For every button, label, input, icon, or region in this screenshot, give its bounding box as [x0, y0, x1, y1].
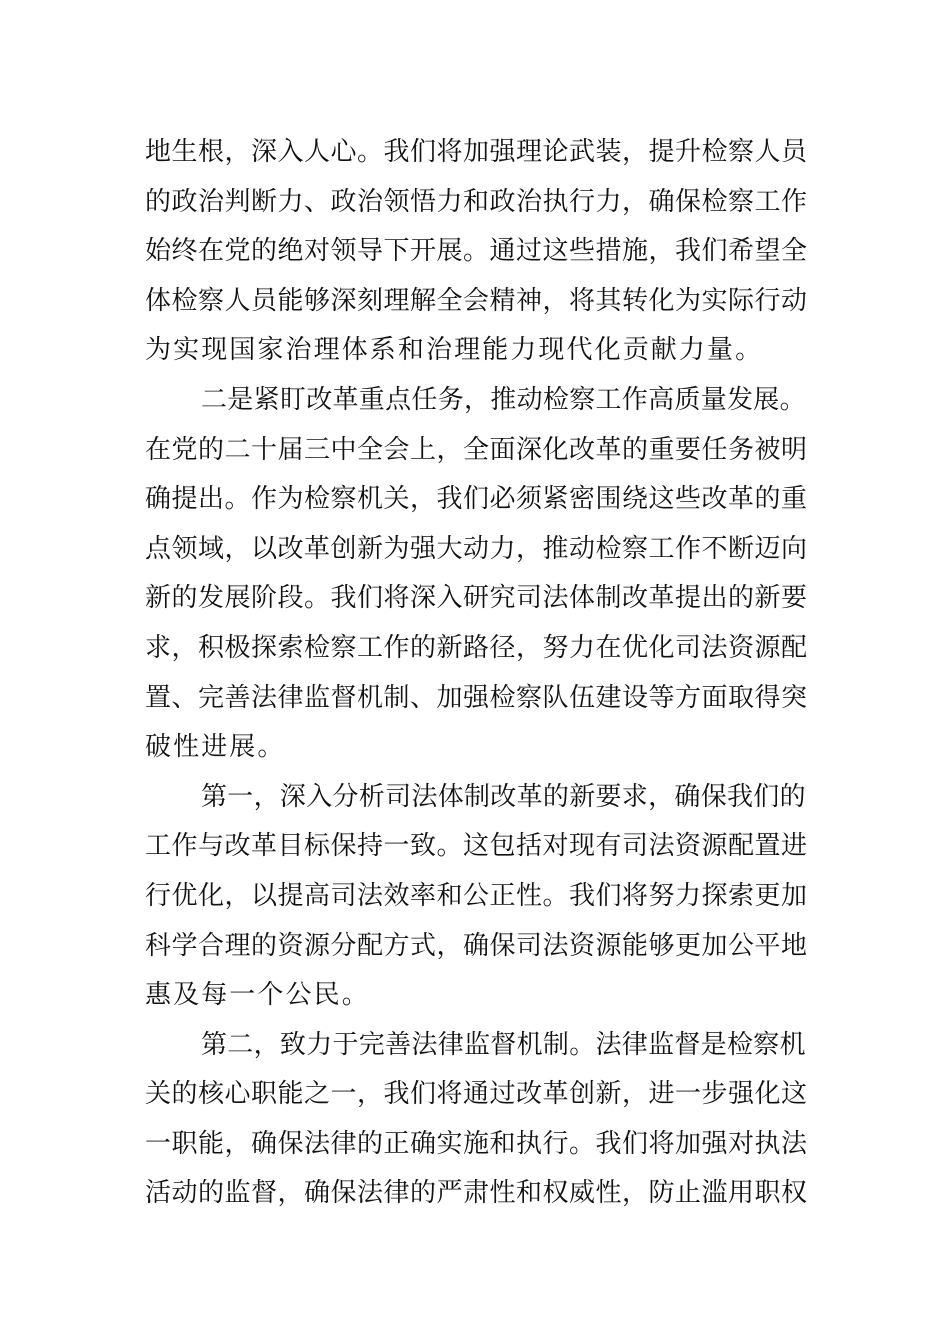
text-line: 关的核心职能之一，我们将通过改革创新，进一步强化这 [145, 1079, 808, 1110]
text-line: 科学合理的资源分配方式，确保司法资源能够更加公平地 [145, 930, 808, 961]
text-line: 确提出。作为检察机关，我们必须紧密围绕这些改革的重 [145, 484, 808, 515]
paragraph-start-line: 第一，深入分析司法体制改革的新要求，确保我们的 [201, 781, 806, 812]
text-line: 一职能，确保法律的正确实施和执行。我们将加强对执法 [145, 1128, 808, 1159]
text-line: 惠及每一个公民。 [145, 980, 370, 1011]
text-line: 体检察人员能够深刻理解全会精神，将其转化为实际行动 [145, 285, 808, 316]
text-line: 行优化，以提高司法效率和公正性。我们将努力探索更加 [145, 880, 808, 911]
text-line: 在党的二十届三中全会上，全面深化改革的重要任务被明 [145, 434, 808, 465]
text-line: 新的发展阶段。我们将深入研究司法体制改革提出的新要 [145, 583, 808, 614]
text-line: 地生根，深入人心。我们将加强理论武装，提升检察人员 [145, 137, 808, 167]
text-line: 活动的监督，确保法律的严肃性和权威性，防止滥用职权 [145, 1178, 808, 1209]
paragraph-start-line: 第二，致力于完善法律监督机制。法律监督是检察机 [201, 1029, 806, 1060]
text-line: 破性进展。 [145, 732, 286, 763]
text-line: 求，积极探索检察工作的新路径，努力在优化司法资源配 [145, 632, 808, 663]
document-body [145, 128, 810, 1219]
text-line: 点领域，以改革创新为强大动力，推动检察工作不断迈向 [145, 533, 808, 564]
text-line: 为实现国家治理体系和治理能力现代化贡献力量。 [145, 335, 764, 366]
text-line: 始终在党的绝对领导下开展。通过这些措施，我们希望全 [145, 236, 808, 267]
paragraph-start-line: 二是紧盯改革重点任务，推动检察工作高质量发展。 [201, 384, 806, 415]
text-line: 的政治判断力、政治领悟力和政治执行力，确保检察工作 [145, 186, 808, 217]
text-line: 置、完善法律监督机制、加强检察队伍建设等方面取得突 [145, 682, 808, 713]
text-line: 工作与改革目标保持一致。这包括对现有司法资源配置进 [145, 831, 808, 862]
